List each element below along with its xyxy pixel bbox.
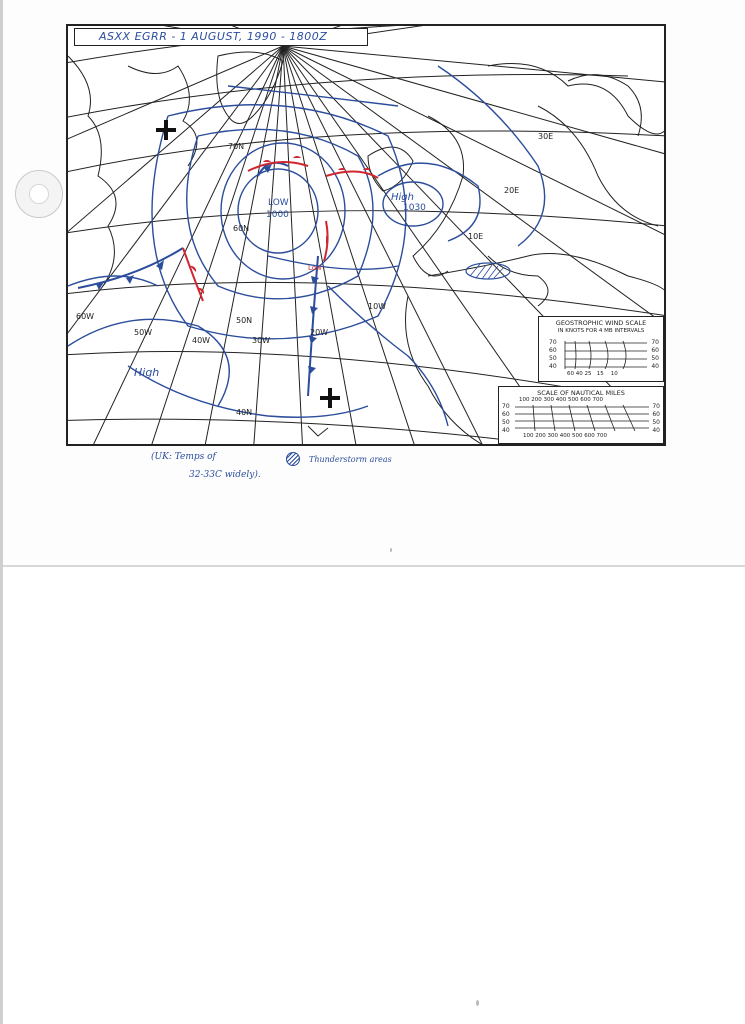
lat-tick: 70 bbox=[652, 403, 660, 410]
speed-tick: 25 bbox=[584, 371, 592, 377]
high-label: High bbox=[391, 192, 414, 203]
thunderstorm-hatch bbox=[470, 264, 504, 279]
lon-label: 10E bbox=[468, 232, 484, 241]
punch-hole bbox=[15, 170, 63, 218]
lon-label: 40W bbox=[192, 336, 211, 345]
lat-tick: 70 bbox=[651, 339, 659, 346]
lat-tick: 60 bbox=[549, 347, 557, 354]
chart-title: ASXX EGRR - 1 AUGUST, 1990 - 1800Z bbox=[74, 28, 368, 46]
miles-tick: 500 bbox=[568, 397, 579, 403]
lat-tick: 50 bbox=[549, 355, 557, 362]
lat-tick: 50 bbox=[651, 355, 659, 362]
lat-tick: 60 bbox=[502, 411, 510, 418]
lat-label: 40N bbox=[236, 408, 253, 417]
lat-tick: 70 bbox=[502, 403, 510, 410]
thunderstorm-key-label: Thunderstorm areas bbox=[309, 455, 392, 464]
miles-tick: 500 bbox=[572, 433, 583, 439]
scanned-sheet bbox=[3, 0, 745, 567]
lon-label: 20E bbox=[504, 186, 520, 195]
miles-tick: 400 bbox=[559, 433, 571, 439]
lat-tick: 40 bbox=[652, 427, 660, 434]
high-label-secondary: High bbox=[134, 366, 160, 379]
weather-chart bbox=[66, 24, 666, 446]
lat-tick: 40 bbox=[549, 363, 557, 370]
uk-temperature-note: (UK: Temps of bbox=[151, 452, 216, 462]
speed-tick: 15 bbox=[596, 371, 604, 377]
low-label: LOW bbox=[268, 198, 289, 208]
wind-scale-subtitle: IN KNOTS FOR 4 MB INTERVALS bbox=[557, 328, 645, 334]
lat-tick: 70 bbox=[549, 339, 557, 346]
miles-tick: 600 bbox=[584, 433, 595, 439]
nautical-bottom-labels bbox=[523, 433, 607, 439]
lat-tick: 50 bbox=[502, 419, 510, 426]
miles-tick: 200 bbox=[535, 433, 546, 439]
speed-tick: 60 bbox=[567, 371, 574, 377]
speed-tick: 40 bbox=[575, 371, 583, 377]
thunderstorm-key-symbol bbox=[286, 452, 300, 466]
miles-tick: 100 bbox=[519, 397, 530, 403]
scan-speck bbox=[476, 1000, 479, 1006]
miles-tick: 700 bbox=[592, 397, 603, 403]
wind-speed-labels bbox=[567, 371, 618, 377]
miles-tick: 100 bbox=[523, 433, 534, 439]
high-pressure-value: 1030 bbox=[403, 203, 426, 213]
lat-tick: 40 bbox=[651, 363, 659, 370]
nautical-scale-title: SCALE OF NAUTICAL MILES bbox=[537, 389, 625, 397]
lat-label: 50N bbox=[236, 316, 253, 325]
low-pressure-value: 1000 bbox=[266, 210, 289, 220]
lat-label: 70N bbox=[228, 142, 245, 151]
lat-tick: 60 bbox=[652, 411, 660, 418]
lon-label: 30W bbox=[252, 336, 271, 345]
lon-label: 20W bbox=[310, 328, 329, 337]
scan-speck bbox=[390, 548, 392, 552]
wind-scale-title: GEOSTROPHIC WIND SCALE bbox=[555, 319, 647, 327]
lat-tick: 40 bbox=[502, 427, 510, 434]
miles-tick: 700 bbox=[596, 433, 607, 439]
miles-tick: 300 bbox=[547, 433, 558, 439]
warm-fronts bbox=[183, 162, 378, 301]
uk-temperature-note-2: 32-33C widely). bbox=[189, 470, 261, 480]
miles-tick: 400 bbox=[555, 397, 567, 403]
geostrophic-wind-scale bbox=[538, 316, 664, 382]
low-label-secondary: Low bbox=[308, 264, 322, 272]
lat-label: 60N bbox=[233, 224, 250, 233]
miles-tick: 200 bbox=[531, 397, 542, 403]
lon-label: 10W bbox=[368, 302, 387, 311]
lat-tick: 60 bbox=[651, 347, 659, 354]
lon-label: 60W bbox=[76, 312, 95, 321]
miles-tick: 300 bbox=[543, 397, 554, 403]
lat-tick: 50 bbox=[652, 419, 660, 426]
miles-tick: 600 bbox=[580, 397, 591, 403]
chart-map-svg bbox=[68, 26, 666, 446]
nautical-miles-scale bbox=[498, 386, 664, 444]
speed-tick: 10 bbox=[610, 371, 618, 377]
lon-label: 30E bbox=[538, 132, 554, 141]
lon-label: 50W bbox=[134, 328, 153, 337]
